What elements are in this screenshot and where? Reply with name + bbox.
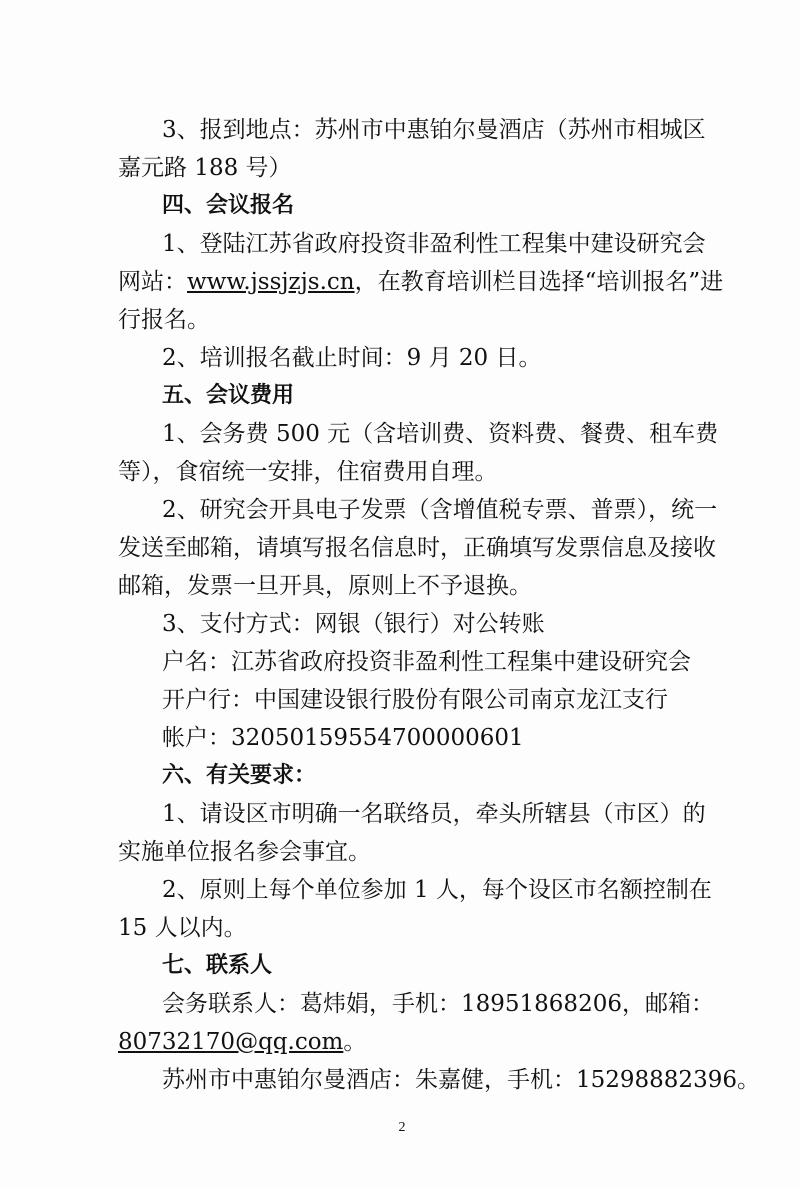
- text-line: 2、原则上每个单位参加 1 人，每个设区市名额控制在: [162, 877, 712, 903]
- email-link[interactable]: 80732170@qq.com: [118, 1029, 344, 1055]
- section-heading: 四、会议报名: [162, 193, 295, 218]
- text-line: 15 人以内。: [118, 915, 247, 941]
- website-link[interactable]: www.jssjzjs.cn: [187, 269, 355, 295]
- text-line: 发送至邮箱，请填写报名信息时，正确填写发票信息及接收: [118, 535, 716, 561]
- text-line: 邮箱，发票一旦开具，原则上不予退换。: [118, 573, 532, 599]
- section-heading: 六、有关要求：: [162, 763, 317, 788]
- text-line: 3、报到地点：苏州市中惠铂尔曼酒店（苏州市相城区: [162, 117, 706, 143]
- text-line: 会务联系人：葛炜娟，手机：18951868206，邮箱：: [162, 991, 714, 1017]
- text-line: 1、请设区市明确一名联络员，牵头所辖县（市区）的: [162, 801, 706, 827]
- page-number: 2: [398, 1120, 406, 1135]
- text-line: 户名：江苏省政府投资非盈利性工程集中建设研究会: [162, 649, 691, 675]
- text-line: 开户行：中国建设银行股份有限公司南京龙江支行: [162, 687, 668, 713]
- text-line: 苏州市中惠铂尔曼酒店：朱嘉健，手机：15298882396。: [162, 1067, 760, 1093]
- text-line: 1、会务费 500 元（含培训费、资料费、餐费、租车费: [162, 421, 719, 447]
- text-segment: 网站：: [118, 269, 187, 295]
- text-line: 嘉元路 188 号）: [118, 155, 292, 181]
- text-line: 行报名。: [118, 307, 210, 333]
- section-heading: 五、会议费用: [162, 383, 295, 408]
- text-line: 实施单位报名参会事宜。: [118, 839, 371, 865]
- text-line: 3、支付方式：网银（银行）对公转账: [162, 611, 545, 637]
- text-line: 2、培训报名截止时间：9 月 20 日。: [162, 345, 542, 371]
- text-line: 帐户：32050159554700000601: [162, 725, 524, 751]
- text-segment: ，在教育培训栏目选择“培训报名”进: [354, 269, 724, 295]
- text-line: [118, 267, 723, 297]
- text-line: [118, 1027, 366, 1057]
- text-segment: 。: [343, 1029, 367, 1055]
- text-line: 等），食宿统一安排，住宿费用自理。: [118, 459, 498, 485]
- text-line: 1、登陆江苏省政府投资非盈利性工程集中建设研究会: [162, 231, 706, 257]
- section-heading: 七、联系人: [162, 953, 273, 978]
- text-line: 2、研究会开具电子发票（含增值税专票、普票），统一: [162, 497, 718, 523]
